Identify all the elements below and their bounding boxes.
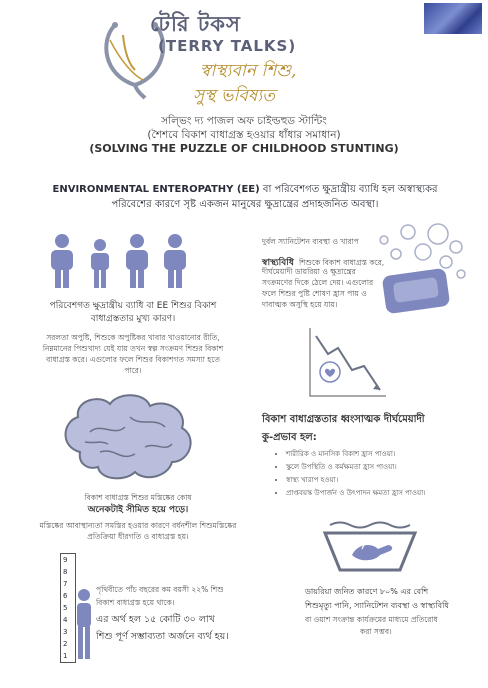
height-scale — [60, 553, 76, 663]
subtitle-line3: (SOLVING THE PUZZLE OF CHILDHOOD STUNTING) — [89, 142, 399, 155]
height-line4: শিশু পূর্ণ সম্ভাব্যতা অর্জনে ব্যর্থ হয়। — [96, 631, 229, 642]
brain-line2: অনেকটাই সীমিত হয়ে পড়ে। — [87, 505, 189, 515]
brain-body: মস্তিষ্কের আবাস্থান্যতা সমস্তির হওয়ার কারণে বর্ধনশীল শিশুমস্তিষ্কের প্রতিক্রিয়া ধীরগতি ও বাধাগ্রস্ত হয়। — [39, 521, 237, 541]
scale-mark: 8 — [63, 568, 68, 576]
lead-text: বা পরিবেশগত ক্ষুদ্রান্ত্রীয় ব্যাধি হল অস্বাস্থ্যকর পরিবেশের কারণে সৃষ্ট একজন মানুষের ক্ষুদ্রান্ত্রের প্রদাহজনিত অবস্থা। — [111, 184, 438, 210]
scale-mark: 3 — [63, 628, 68, 636]
scale-mark: 4 — [63, 616, 68, 624]
scale-mark: 7 — [63, 580, 68, 588]
sanitation-body: দীর্ঘমেয়াদী ডায়রিয়া ও ক্ষুদ্রান্ত্রের সংক্রমণের দিকে ঠেলে দেয়। এগুলোর ফলে শিশুর পুষ্টি শোষণ হ্রাস পায় ও দাবাত্মক অসুস্থি হয়ে যায়। — [262, 267, 374, 309]
child-silhouette-icon — [75, 588, 93, 660]
subtitle-line1: সল্ভিং দ্য পাজল অফ চাইল্ডহুড স্টান্টিং — [161, 115, 327, 127]
scale-mark: 6 — [63, 592, 68, 600]
brain-icon — [60, 392, 195, 487]
sanitation-line1: দুর্বল স্যানিটেশন ব্যবস্থা ও খারাপ — [262, 237, 359, 246]
effects-item: • স্বাস্থ্য খারাপ হওয়া। — [286, 474, 476, 487]
diarrhea-line4: করা সম্ভব। — [360, 627, 392, 636]
effects-heading-line1: বিকাশ বাধাগ্রস্ততার ধ্বংসাত্মক দীর্ঘমেয়াদী — [262, 414, 425, 425]
effects-item: • প্রাপ্তবয়স্ক উপার্জন ও উৎপাদন ক্ষমতা হ্রাস পাওয়া। — [286, 487, 476, 500]
lead-paragraph — [40, 182, 450, 212]
children-body: সরলতা অপুষ্টি, শিশুকে অপুষ্টিকর খাবার খাওয়ানোর রীতি, নিম্নমানের পিশুখাদ্য যেই যায় তখন স্বল্প সংক্রমণ শিশুর বিকাশ বাধাগ্রস্ত করে। এগুলোর ফলে শিশুর বিকাশগত সমস্যা হতে পারে। — [42, 333, 224, 375]
scale-mark: 1 — [63, 652, 68, 660]
height-line3: এর অর্থ হল ১৫ কোটি ৩০ লাখ — [96, 614, 215, 625]
app-title-en: (TERRY TALKS) — [158, 37, 297, 55]
scale-mark: 5 — [63, 604, 68, 612]
height-line2: বিকাশ বাধাগ্রস্ত হয়ে থাকে। — [96, 598, 175, 607]
diarrhea-line2: শিশুমৃত্যু পানি, স্যানিটেশন ব্যবস্থা ও স্বাস্থ্যবিধি — [305, 601, 449, 610]
brain-line1: বিকাশ বাধাগ্রস্ত শিশুর মস্তিষ্কের কোষ — [84, 493, 192, 502]
corner-decoration — [424, 3, 482, 34]
slogan-line1: স্বাস্থ্যবান শিশু, — [200, 61, 297, 81]
effects-item: • স্কুলে উপস্থিতি ও কর্মক্ষমতা হ্রাস পাওয়া। — [286, 461, 476, 474]
diarrhea-line3: বা ওয়াশ সংক্রান্ত কার্যক্রমের মাধ্যমে প্রতিরোধ — [305, 615, 438, 624]
slogan-line2: সুস্থ ভবিষ্যত — [193, 86, 275, 106]
height-line1: পৃথিবীতে পাঁচ বছরের কম বয়সী ২২% শিশু — [96, 585, 224, 594]
effects-heading-line2: কু-প্রভাব হল: — [262, 432, 317, 443]
sanitation-keyword: স্বাস্থ্যবিধি — [262, 258, 294, 268]
app-title-bn: টেরি টকস — [150, 12, 241, 36]
scale-mark: 2 — [63, 640, 68, 648]
effects-list — [276, 448, 476, 500]
scale-mark: 9 — [63, 556, 68, 564]
lead-term: ENVIRONMENTAL ENTEROPATHY (EE) — [52, 184, 260, 195]
effects-item: • শারীরিক ও মানসিক বিকাশ হ্রাস পাওয়া। — [286, 448, 476, 461]
subtitle-line2: (শৈশবে বিকাশ বাধাগ্রস্ত হওয়ার ধাঁধার সমাধান) — [147, 129, 341, 141]
diarrhea-line1: ডায়রিয়া জনিত কারণে ৮০% এর বেশি — [305, 587, 429, 596]
sanitation-line2-rest: শিশুকে বিকাশ বাধাগ্রস্ত করে, — [298, 258, 385, 267]
declining-chart-icon — [308, 326, 388, 398]
children-group-icon — [45, 232, 195, 292]
hand-washing-icon — [320, 515, 420, 575]
children-heading: পরিবেশগত ক্ষুদ্রান্ত্রীয় ব্যাধি বা EE শিশুর বিকাশ বাধাগ্রস্ততার মুখ্য কারণ। — [49, 301, 217, 324]
